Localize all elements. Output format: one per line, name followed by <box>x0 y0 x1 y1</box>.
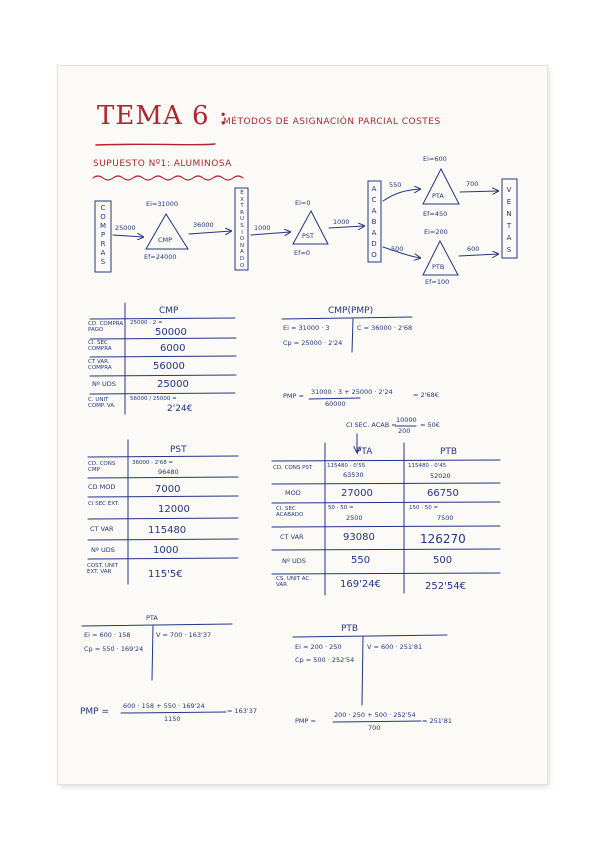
ptb-row-value: 52020 <box>430 472 451 480</box>
pta-pmp-header: PTA <box>146 614 158 622</box>
arrow-compras-cmp <box>113 235 143 237</box>
pst-row-value: 115480 <box>148 525 187 536</box>
cmp-row-label: CD. COMPRA PAGO <box>88 321 124 333</box>
ci-sec-result: = 50€ <box>420 421 440 429</box>
arrow-ptb-ventas <box>459 254 498 256</box>
ventas-label: V E N T A S <box>506 186 512 254</box>
ptb-row-value-top: 150 · 50 = <box>409 505 439 511</box>
ci-sec-numerator: 10000 <box>396 416 417 424</box>
ptb-pmp-denominator: 700 <box>368 724 381 732</box>
ptb-row-value: 7500 <box>437 514 454 522</box>
cmp-pmp-cp: Cp = 25000 · 2'24 <box>283 339 343 347</box>
pst-row-value: 12000 <box>158 504 190 515</box>
arrow-cmp-ext <box>189 231 231 234</box>
flow-ptb-ventas: 600 <box>467 245 480 253</box>
pta-pmp-ei: Ei = 600 · 158 <box>84 631 131 639</box>
ptb-ei: Ei=200 <box>424 228 448 236</box>
cmp-row-label: C. UNIT COMP. VA. <box>88 397 116 409</box>
pta-row-value: 93080 <box>343 532 375 543</box>
cmp-ef: Ef=24000 <box>144 253 177 261</box>
pta-pmp-numerator: 600 · 158 + 550 · 169'24 <box>123 702 205 710</box>
flow-ext-pst: 1000 <box>254 224 271 232</box>
cmp-row-value: 6000 <box>160 343 186 354</box>
pta-row-value: 169'24€ <box>340 579 381 590</box>
page-title: TEMA 6 : <box>97 101 229 131</box>
cmp-row-value: 50000 <box>155 327 187 338</box>
pst-row-value: 115'5€ <box>148 569 183 580</box>
cmp-ei: Ei=31000 <box>146 200 179 208</box>
ptb-row-value: 126270 <box>420 532 466 546</box>
arrow-pta-ventas <box>460 191 498 192</box>
ptab-row-label: MOD <box>285 489 301 497</box>
pst-ei: Ei=0 <box>295 199 311 207</box>
pta-pmp-denominator: 1150 <box>164 715 181 723</box>
ptab-row-label: Nº UDS <box>282 557 306 565</box>
compras-label: C O M P R A S <box>99 204 107 266</box>
extrusionado-label: E X T R U S I O N A D O <box>239 190 245 269</box>
cmp-pmp-c: C = 36000 · 2'68 <box>357 324 413 332</box>
pst-row-value: 96480 <box>158 468 179 476</box>
flow-acab-pta: 550 <box>389 181 402 189</box>
pta-table-header: PTA <box>356 447 373 457</box>
ptb-ef: Ef=100 <box>425 278 450 286</box>
flow-cmp-ext: 36000 <box>193 221 214 229</box>
ptab-row-label: CS. UNIT AC. VAR <box>276 576 311 588</box>
pst-row-label: CT VAR <box>90 525 114 533</box>
ptb-row-value: 500 <box>433 555 453 566</box>
cmp-pmp-ei: Ei = 31000 · 3 <box>283 324 330 332</box>
pta-pmp-formula-lhs: PMP = <box>80 707 110 717</box>
pta-row-value: 550 <box>351 555 371 566</box>
arrow-pst-acab <box>329 226 364 228</box>
cmp-pmp-numerator: 31000 · 3 + 25000 · 2'24 <box>311 388 393 396</box>
ptb-pmp-formula-lhs: PMP = <box>295 717 316 725</box>
ptb-pmp-header: PTB <box>341 624 359 634</box>
cmp-pmp-header: CMP(PMP) <box>328 306 374 316</box>
ci-sec-denominator: 200 <box>398 427 411 435</box>
cmp-row-label: CT VAR. COMPRA <box>88 359 112 371</box>
pta-ef: Ef=450 <box>423 210 448 218</box>
ptb-row-value: 66750 <box>427 488 459 499</box>
ptb-pmp-result: = 251'81 <box>422 717 452 725</box>
pta-ei: Ei=600 <box>423 155 447 163</box>
pst-label: PST <box>302 232 315 240</box>
cmp-label: CMP <box>158 236 173 244</box>
ptb-label: PTB <box>432 263 445 271</box>
cmp-row-value: 25000 <box>157 379 189 390</box>
pst-row-label: CD. CONS CMP <box>88 461 116 473</box>
pta-label: PTA <box>432 192 444 200</box>
pst-ef: Ef=0 <box>294 249 310 257</box>
ptab-row-label: CT VAR <box>280 533 304 541</box>
page-subtitle: MÉTODOS DE ASIGNACIÓN PARCIAL COSTES <box>223 117 441 127</box>
title-underline <box>96 144 215 145</box>
pta-row-value: 63530 <box>343 471 364 479</box>
pta-pmp-result: = 163'37 <box>227 707 257 715</box>
supuesto-heading: SUPUESTO Nº1: ALUMINOSA <box>93 159 232 169</box>
pta-row-value-top: 50 · 50 = <box>328 505 354 511</box>
cmp-row-value-top: 56000 / 25000 = <box>130 396 177 402</box>
ptb-pmp-cp: Cp = 500 · 252'54 <box>295 656 355 664</box>
acabado-label: A C A B A D O <box>371 185 377 259</box>
pta-row-value: 27000 <box>341 488 373 499</box>
ptab-row-label: CI. SEC ACABADO <box>276 506 304 518</box>
pst-row-label: Nº UDS <box>91 546 115 554</box>
cmp-row-value: 56000 <box>153 361 185 372</box>
pta-pmp-cp: Cp = 550 · 169'24 <box>84 645 144 653</box>
pst-row-label: CD MOD <box>88 483 116 491</box>
pst-table-header: PST <box>170 445 187 455</box>
pta-pmp-v: V = 700 · 163'37 <box>156 631 212 639</box>
ci-sec-label: CI SEC. ACAB = <box>346 421 397 429</box>
flow-pta-ventas: 700 <box>466 180 479 188</box>
ptb-table-header: PTB <box>440 447 458 457</box>
cmp-row-label: Nº UDS <box>92 380 116 388</box>
ptb-row-value-top: 115480 · 0'45 <box>408 463 447 469</box>
cmp-pmp-formula-lhs: PMP = <box>283 392 304 400</box>
flow-pst-acab: 1000 <box>333 218 350 226</box>
arrow-acab-pta <box>383 189 420 201</box>
cmp-row-value: 2'24€ <box>167 404 193 414</box>
pta-row-value-top: 115480 · 0'55 <box>327 463 366 469</box>
cmp-pmp-denominator: 60000 <box>325 400 346 408</box>
pst-row-value: 7000 <box>155 484 181 495</box>
pst-row-value: 1000 <box>153 545 179 556</box>
pst-row-label: COST. UNIT EXT. VAR <box>87 563 118 575</box>
pta-row-value: 2500 <box>346 514 363 522</box>
cmp-row-label: CI. SEC COMPRA <box>88 340 112 352</box>
ptb-row-value: 252'54€ <box>425 581 466 592</box>
pst-row-label: CI SEC EXT. <box>88 501 120 507</box>
ptb-pmp-numerator: 200 · 250 + 500 · 252'54 <box>334 711 416 719</box>
supuesto-underline <box>93 176 243 180</box>
flow-acab-ptb: 500 <box>391 245 404 253</box>
ptb-pmp-ei: Ei = 200 · 250 <box>295 643 342 651</box>
flow-compras-cmp: 25000 <box>115 224 136 232</box>
pst-row-value-top: 36000 · 2'68 = <box>132 460 174 466</box>
cmp-pmp-result: = 2'68€ <box>413 391 439 399</box>
ptb-pmp-v: V = 600 · 251'81 <box>367 643 423 651</box>
cmp-row-value-top: 25000 · 2 = <box>130 320 163 326</box>
arrow-ext-pst <box>251 232 290 235</box>
ptab-row-label: CD. CONS PST <box>273 465 313 471</box>
cmp-table-header: CMP <box>159 306 179 316</box>
